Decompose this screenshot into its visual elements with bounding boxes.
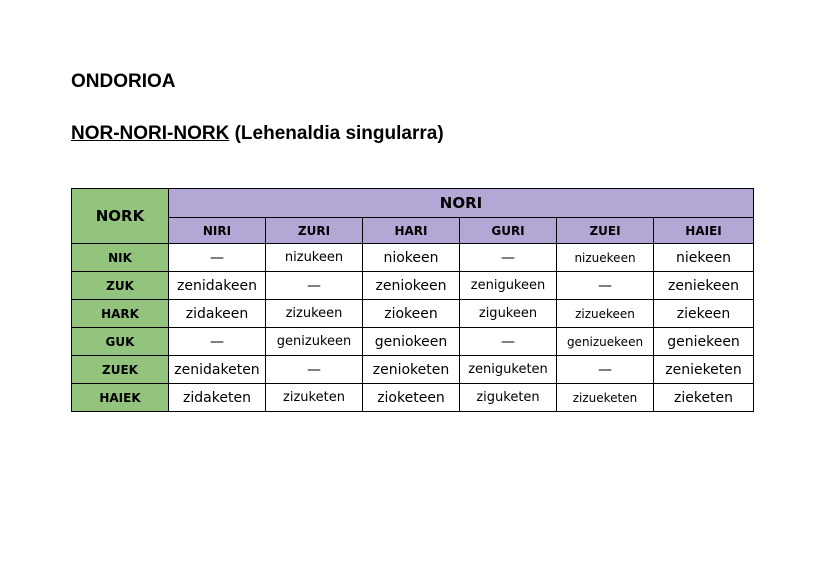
table-cell: nizuekeen	[557, 244, 654, 272]
table-row	[72, 356, 754, 384]
table-cell: zizueketen	[557, 384, 654, 412]
row-header: HARK	[72, 300, 169, 328]
section-title-rest: (Lehenaldia singularra)	[229, 123, 444, 144]
column-header: ZURI	[266, 218, 363, 244]
table-cell: —	[557, 272, 654, 300]
table-cell: —	[460, 328, 557, 356]
table-cell: zenieketen	[654, 356, 754, 384]
table-cell: niokeen	[363, 244, 460, 272]
row-header: NIK	[72, 244, 169, 272]
page-heading: ONDORIOA	[71, 71, 176, 92]
row-header: ZUK	[72, 272, 169, 300]
table-cell: zenidakeen	[169, 272, 266, 300]
table-row	[72, 272, 754, 300]
row-header: HAIEK	[72, 384, 169, 412]
table-cell: zidakeen	[169, 300, 266, 328]
table-cell: —	[169, 328, 266, 356]
corner-header-nork: NORK	[72, 189, 169, 244]
table-cell: zenidaketen	[169, 356, 266, 384]
table-cell: ziekeen	[654, 300, 754, 328]
table-cell: genizukeen	[266, 328, 363, 356]
group-header-nori: NORI	[169, 189, 754, 218]
row-header: GUK	[72, 328, 169, 356]
table-cell: —	[266, 356, 363, 384]
column-header: GURI	[460, 218, 557, 244]
row-header: ZUEK	[72, 356, 169, 384]
table-row	[72, 300, 754, 328]
table-cell: nizukeen	[266, 244, 363, 272]
table-cell: genizuekeen	[557, 328, 654, 356]
column-header: ZUEI	[557, 218, 654, 244]
table-cell: niekeen	[654, 244, 754, 272]
table-cell: zidaketen	[169, 384, 266, 412]
table-cell: zeniekeen	[654, 272, 754, 300]
table-cell: ziokeen	[363, 300, 460, 328]
column-header: NIRI	[169, 218, 266, 244]
section-title-underlined: NOR-NORI-NORK	[71, 123, 230, 144]
table-cell: zizukeen	[266, 300, 363, 328]
table-cell: —	[266, 272, 363, 300]
table-cell: zenigukeen	[460, 272, 557, 300]
table-cell: zenioketen	[363, 356, 460, 384]
table-cell: zioketeen	[363, 384, 460, 412]
table-cell: —	[557, 356, 654, 384]
table-row	[72, 384, 754, 412]
column-header: HARI	[363, 218, 460, 244]
table-cell: ziguketen	[460, 384, 557, 412]
table-cell: —	[460, 244, 557, 272]
table-cell: zieketen	[654, 384, 754, 412]
table-cell: geniekeen	[654, 328, 754, 356]
column-header: HAIEI	[654, 218, 754, 244]
table-row	[72, 244, 754, 272]
table-cell: —	[169, 244, 266, 272]
table-cell: zizuekeen	[557, 300, 654, 328]
table-cell: zeniguketen	[460, 356, 557, 384]
table-row	[72, 328, 754, 356]
table-cell: zigukeen	[460, 300, 557, 328]
table-cell: zeniokeen	[363, 272, 460, 300]
conjugation-table	[71, 188, 754, 412]
section-title	[71, 123, 444, 145]
table-cell: geniokeen	[363, 328, 460, 356]
table-cell: zizuketen	[266, 384, 363, 412]
